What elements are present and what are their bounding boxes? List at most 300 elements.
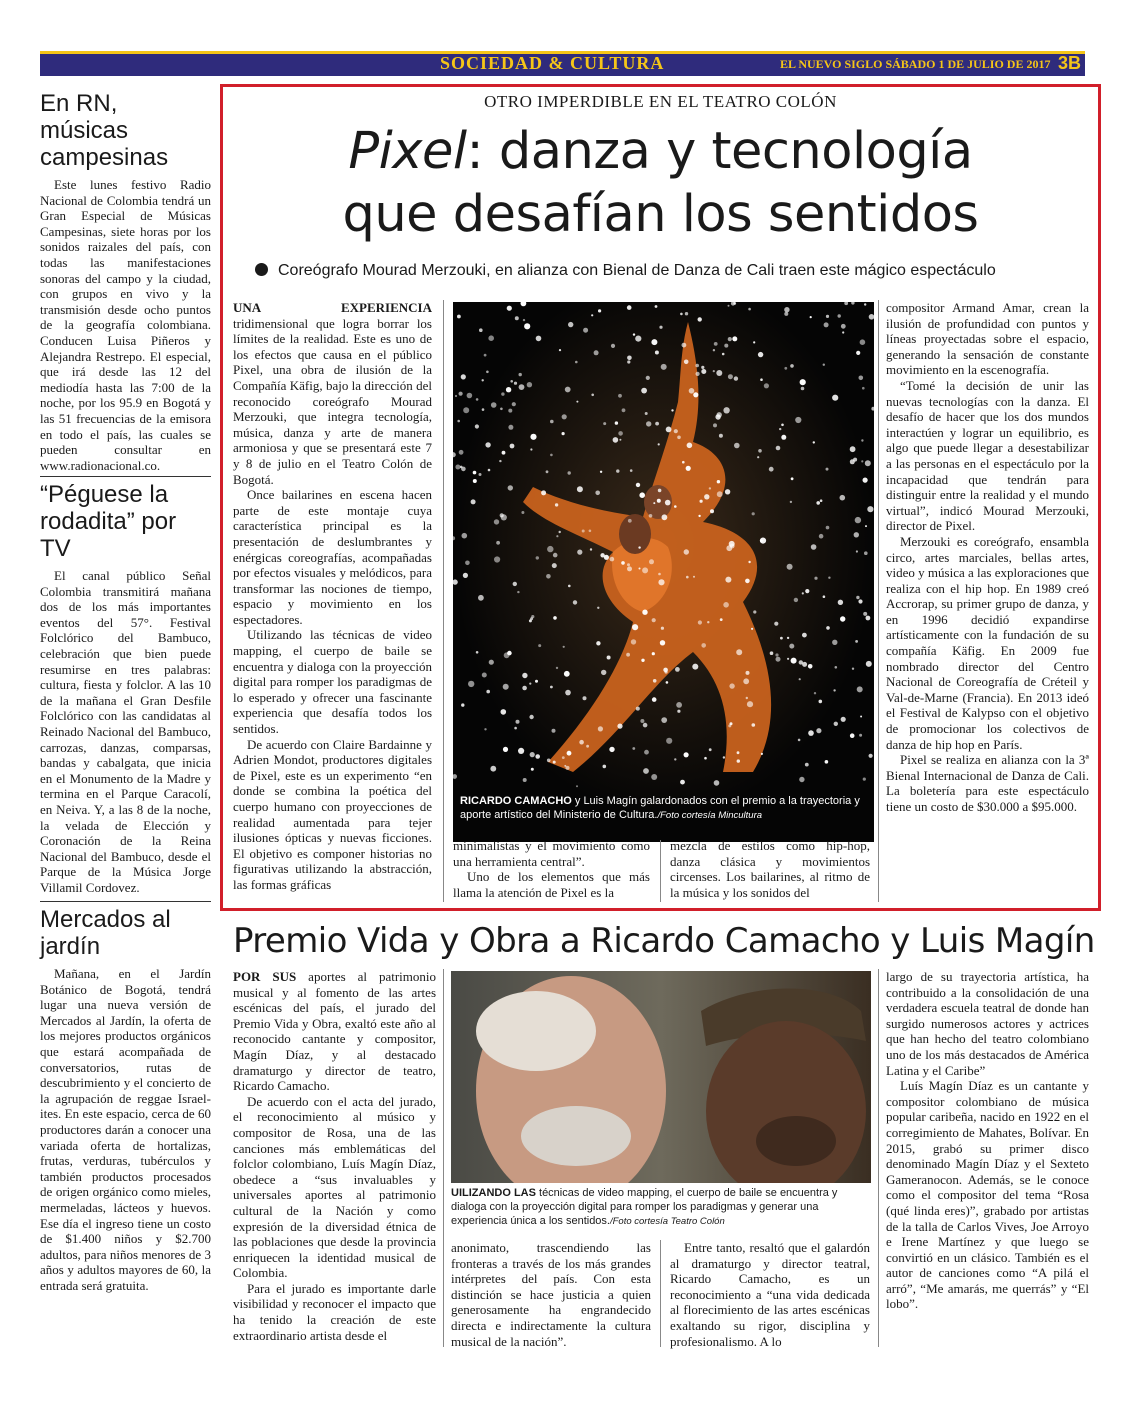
light-dot — [746, 671, 750, 675]
light-dot — [675, 667, 680, 672]
light-dot — [787, 658, 789, 660]
light-dot — [674, 505, 677, 508]
feature-column-2 — [453, 838, 650, 900]
light-dot — [565, 690, 571, 696]
portraits-image — [451, 971, 871, 1183]
light-dot — [842, 331, 844, 333]
light-dot — [820, 499, 823, 502]
light-dot — [665, 670, 668, 673]
light-dot — [748, 308, 751, 311]
light-dot — [627, 563, 630, 566]
light-dot — [723, 756, 725, 758]
light-dot — [687, 443, 693, 449]
lead-text: tridimensional que logra borrar los límites de la realidad. Este es uno de los efectos que causa en el público Pixel, una obra de ilusión de la Compañía Käfig, bajo la dirección del reconocido coreógrafo Mourad Merzouki, que integra tecnología, música, danza y arte de manera armoniosa y que se presentará este 7 y 8 de julio en el Teatro Colón de Bogotá. — [233, 315, 432, 487]
light-dot — [524, 323, 530, 329]
light-dot — [550, 454, 553, 457]
column-rule — [660, 1240, 661, 1347]
light-dot — [538, 644, 541, 647]
light-dot — [698, 620, 702, 624]
paragraph: De acuerdo con Claire Bardainne y Adrien Mondot, productores digitales de Pixel, este es un experimento “en donde se combina la poética del cuerpo humano con proyecciones de realidad aumentada para tejer ilusiones ópticas y nuevas ficciones. El objetivo es componer historias no figurativas utilizando la abstracción, las formas gráficas — [233, 736, 432, 892]
light-dot — [855, 517, 861, 523]
light-dot — [598, 726, 603, 731]
light-dot — [795, 417, 801, 423]
light-dot — [546, 574, 551, 579]
light-dot — [787, 564, 793, 570]
light-dot — [643, 723, 648, 728]
light-dot — [677, 710, 680, 713]
light-dot — [660, 640, 665, 645]
light-dot — [704, 757, 707, 760]
light-dot — [604, 555, 609, 560]
light-dot — [595, 491, 600, 496]
light-dot — [764, 383, 769, 388]
light-dot — [850, 459, 855, 464]
light-dot — [781, 435, 786, 440]
light-dot — [567, 751, 572, 756]
dance-photo — [453, 302, 874, 842]
light-dot — [655, 305, 658, 308]
light-dot — [649, 514, 653, 518]
light-dot — [724, 344, 728, 348]
light-dot — [856, 596, 859, 599]
light-dot — [514, 727, 517, 730]
edition-date: EL NUEVO SIGLO SÁBADO 1 DE JULIO DE 2017 — [780, 57, 1051, 71]
light-dot — [808, 664, 813, 669]
paragraph: “Tomé la decisión de unir las nuevas tecnologías con la danza. El desafío de hacer que los dos mundos interactúen y lograr un equilibrio, es algo que puede llegar a desestabilizar a las personas en el espectáculo por la incapacidad que tendrán para distinguir entre la realidad y el mundo virtual”, indicó Mourad Merzouki, director de Pixel. — [886, 377, 1089, 534]
feature-column-3 — [670, 838, 870, 900]
light-dot — [769, 467, 774, 472]
light-dot — [516, 720, 520, 724]
light-dot — [832, 640, 837, 645]
light-dot — [713, 349, 715, 351]
light-dot — [791, 658, 797, 664]
light-dot — [619, 439, 621, 441]
light-dot — [653, 679, 657, 683]
light-dot — [751, 628, 753, 630]
light-dot — [752, 512, 755, 515]
light-dot — [546, 470, 549, 473]
light-dot — [607, 656, 611, 660]
light-dot — [661, 364, 667, 370]
light-dot — [659, 326, 662, 329]
light-dot — [800, 379, 806, 385]
light-dot — [666, 738, 672, 744]
light-dot — [693, 392, 698, 397]
light-dot — [564, 671, 570, 677]
paragraph: anonimato, trascendiendo las fronteras a través de los más grandes intérpretes del país. Con esta distinción se hace justicia a quien generosamente ha engrandecido directa e indirectamente la cultura musical de la nación”. — [451, 1240, 651, 1349]
light-dot — [568, 322, 573, 327]
light-dot — [568, 585, 571, 588]
light-dot — [552, 563, 557, 568]
light-dot — [717, 480, 720, 483]
paragraph: Entre tanto, resaltó que el galardón al dramaturgo y director teatral, Ricardo Camacho, es un reconocimiento a “una vida dedicada al florecimiento de las artes escénicas exaltando su rigor, disciplina y profesionalismo. A lo — [670, 1240, 870, 1349]
light-dot — [863, 478, 868, 483]
light-dot — [717, 412, 722, 417]
light-dot — [838, 314, 841, 317]
light-dot — [779, 428, 781, 430]
brief-body: El canal público Señal Colombia transmitirá mañana dos de los más importantes eventos del 57°. Festival Folclórico del Bambuco, celebración que bien puede resumirse en tres palabras: cultura, fiesta y folclor. A las 10 de la mañana el Gran Desfile Folclórico con las candidatas al Reinado Nacional del Bambuco, carrozas, danzas, comparsas, bandas y cabalgata, que inicia en el Monumento de la Madre y termina en el Parque Caracolí, en Neiva. Y, a las 8 de la noche, la velada de Elección y Coronación de la Reina Nacional del Bambuco, desde el Parque de la Música Jorge Villamil Cordovez. — [40, 568, 211, 895]
light-dot — [530, 752, 535, 757]
brief-body: Mañana, en el Jardín Botánico de Bogotá, tendrá lugar una nueva versión de Mercados al Jardín, la oferta de los mejores productos orgánicos que estará acompañada de conversatorios, rutas de descubrimiento y el concierto de la agrupación de reggae Israel-ites. En este espacio, cerca de 60 productores darán a conocer una variada oferta de hortalizas, frutas, verduras, tubérculos y también productos procesados de origen orgánico como mieles, mermeladas, lácteos y huevos. Ese día el ingreso tiene un costo de $1.400 niños y $2.700 adultos, para niños menores de 3 años y adultos mayores de 60, la entrada será gratuita. — [40, 966, 211, 1293]
light-dot — [864, 551, 868, 555]
light-dot — [488, 469, 491, 472]
light-dot — [641, 388, 647, 394]
light-dot — [613, 437, 619, 443]
light-dot — [609, 747, 614, 752]
light-dot — [553, 616, 557, 620]
light-dot — [784, 307, 789, 312]
light-dot — [552, 729, 556, 733]
light-dot — [720, 618, 723, 621]
paragraph: Luís Magín Díaz es un cantante y compositor colombiano de música popular caribeña, nacido en 1922 en el corregimiento de Mahates, Bolívar. En 2015, grabó su primer disco denominado Magín Díaz y el Sexteto Gameranocon. Además, se le conoce como el compositor del tema “Rosa (qué linda eres)”, grabado por artistas de la talla de Carlos Vives, Joe Arroyo e Irene Martínez y que luego se convirtió en un clásico. También es el autor de canciones como “A pilá el arró”, “Me amarás, me querrás” y “El lobo”. — [886, 1078, 1089, 1312]
light-dot — [649, 559, 654, 564]
light-dot — [644, 750, 649, 755]
light-dot — [515, 316, 519, 320]
light-dot — [621, 561, 625, 565]
light-dot — [583, 696, 587, 700]
light-dot — [582, 530, 585, 533]
paragraph — [233, 969, 436, 1094]
light-dot — [500, 408, 503, 411]
light-dot — [789, 644, 794, 649]
light-dot — [506, 387, 511, 392]
light-dot — [529, 683, 531, 685]
light-dot — [465, 561, 470, 566]
light-dot — [553, 553, 558, 558]
light-dot — [814, 577, 817, 580]
light-dot — [500, 513, 504, 517]
light-dot — [686, 576, 689, 579]
light-dot — [658, 573, 661, 576]
light-dot — [627, 305, 632, 310]
paragraph: Para el jurado es importante darle visibilidad y reconocer el impacto que ha tenido la creación de este extraordinario artista desde el — [233, 1280, 436, 1343]
light-dot — [459, 392, 463, 396]
photo-caption — [451, 1186, 871, 1229]
light-dot — [530, 448, 532, 450]
light-dot — [716, 370, 722, 376]
light-dot — [508, 485, 513, 490]
light-dot — [507, 651, 512, 656]
light-dot — [680, 313, 683, 316]
light-dot — [652, 697, 657, 702]
light-dot — [725, 489, 730, 494]
light-dot — [677, 436, 681, 440]
light-dot — [589, 530, 592, 533]
light-dot — [457, 420, 460, 423]
light-dot — [859, 734, 862, 737]
light-dot — [643, 768, 649, 774]
light-dot — [858, 599, 862, 603]
light-dot — [671, 409, 673, 411]
light-dot — [729, 683, 734, 688]
page-number: 3B — [1058, 53, 1082, 73]
light-dot — [709, 748, 712, 751]
light-dot — [684, 360, 689, 365]
light-dot — [496, 541, 500, 545]
light-dot — [494, 519, 499, 524]
light-dot — [508, 425, 513, 430]
light-dot — [473, 471, 477, 475]
light-dot — [653, 502, 655, 504]
light-dot — [482, 408, 485, 411]
light-dot — [566, 766, 570, 770]
brief-title: “Péguese la rodadita” por TV — [40, 481, 177, 562]
light-dot — [652, 652, 655, 655]
light-dot — [798, 739, 801, 742]
light-dot — [499, 460, 501, 462]
light-dot — [541, 490, 546, 495]
light-dot — [530, 617, 533, 620]
light-dot — [486, 690, 490, 694]
portraits-photo — [451, 971, 871, 1183]
light-dot — [476, 651, 479, 654]
light-dot — [814, 692, 816, 694]
light-dot — [645, 412, 648, 415]
light-dot — [519, 384, 525, 390]
brief-title: Mercados al jardín — [40, 906, 171, 960]
light-dot — [655, 422, 659, 426]
light-dot — [841, 324, 846, 329]
light-dot — [723, 407, 729, 413]
light-dot — [459, 450, 464, 455]
light-dot — [758, 352, 763, 357]
light-dot — [728, 374, 733, 379]
light-dot — [628, 519, 632, 523]
column-rule — [878, 300, 879, 902]
light-dot — [513, 582, 517, 586]
light-dot — [861, 460, 863, 462]
light-dot — [661, 627, 664, 630]
light-dot — [728, 337, 732, 341]
light-dot — [507, 306, 512, 311]
light-dot — [597, 607, 599, 609]
light-dot — [468, 681, 474, 687]
light-dot — [852, 668, 854, 670]
light-dot — [808, 730, 814, 736]
light-dot — [632, 624, 638, 630]
light-dot — [611, 344, 615, 348]
photo-caption — [460, 794, 870, 823]
light-dot — [823, 595, 826, 598]
light-dot — [575, 361, 578, 364]
light-dot — [652, 618, 656, 622]
light-dot — [576, 401, 578, 403]
light-dot — [562, 432, 565, 435]
light-dot — [632, 747, 635, 750]
light-dot — [630, 469, 633, 472]
light-dot — [780, 637, 783, 640]
paragraph: De acuerdo con el acta del jurado, el reconocimiento al músico y compositor de Rosa, una de las canciones más emblemáticas del folclor colombiano, Luís Magín Díaz, obedece a “sus invaluables y universales aportes al patrimonio cultural de la Nación y como expresión de la diversidad étnica de las poblaciones que desde la provincia enriquecen la identidad musical de Colombia. — [233, 1093, 436, 1281]
light-dot — [728, 305, 730, 307]
light-dot — [862, 387, 865, 390]
light-dot — [484, 728, 486, 730]
light-dot — [642, 610, 647, 615]
light-dot — [857, 686, 863, 692]
light-dot — [813, 441, 815, 443]
paragraph: minimalistas y el movimiento como una herramienta central”. — [453, 838, 650, 869]
light-dot — [640, 719, 644, 723]
light-dot — [503, 684, 509, 690]
light-dot — [591, 394, 594, 397]
light-dot — [794, 598, 798, 602]
headline-part: que desafían los sentidos — [342, 185, 979, 244]
story-headline — [222, 120, 1099, 246]
light-dot — [840, 495, 846, 501]
light-dot — [463, 407, 469, 413]
light-dot — [491, 402, 497, 408]
feature-column-4 — [886, 300, 1089, 815]
story2-column-1 — [233, 969, 436, 1343]
light-dot — [455, 465, 460, 470]
light-dot — [730, 544, 735, 549]
light-dot — [819, 534, 824, 539]
light-dot — [833, 689, 835, 691]
light-dot — [680, 780, 685, 785]
light-dot — [662, 514, 668, 520]
light-dot — [802, 592, 804, 594]
projected-lights-image — [453, 302, 874, 842]
light-dot — [651, 774, 657, 780]
light-dot — [787, 637, 789, 639]
light-dot — [811, 544, 817, 550]
light-dot — [840, 616, 845, 621]
lead-in: UNA EXPERIENCIA — [233, 300, 432, 315]
column-rule — [443, 300, 444, 902]
light-dot — [523, 778, 527, 782]
paragraph: compositor Armand Amar, crean la ilusión de profundidad con puntos y líneas proyectadas sobre el espacio, generando la sensación de constante movimiento en la escenografía. — [886, 300, 1089, 378]
light-dot — [826, 468, 829, 471]
light-dot — [838, 600, 843, 605]
light-dot — [550, 686, 553, 689]
light-dot — [861, 439, 863, 441]
light-dot — [536, 336, 542, 342]
light-dot — [646, 421, 651, 426]
column-rule — [878, 969, 879, 1347]
light-dot — [636, 483, 640, 487]
light-dot — [825, 760, 829, 764]
light-dot — [805, 763, 809, 767]
light-dot — [775, 653, 778, 656]
light-dot — [488, 335, 494, 341]
divider — [40, 476, 211, 477]
light-dot — [562, 756, 565, 759]
sidebar-brief-1 — [40, 90, 211, 473]
light-dot — [805, 589, 809, 593]
light-dot — [590, 548, 592, 550]
caption-lead: RICARDO CAMACHO — [460, 795, 572, 807]
light-dot — [463, 573, 468, 578]
light-dot — [486, 371, 489, 374]
light-dot — [631, 639, 636, 644]
light-dot — [747, 701, 753, 707]
feature-column-1 — [233, 300, 432, 893]
light-dot — [514, 382, 517, 385]
light-dot — [457, 315, 461, 319]
story-kicker: OTRO IMPERDIBLE EN EL TEATRO COLÓN — [484, 92, 837, 111]
light-dot — [573, 600, 577, 604]
light-dot — [627, 360, 630, 363]
light-dot — [701, 369, 706, 374]
light-dot — [510, 444, 515, 449]
light-dot — [713, 423, 717, 427]
light-dot — [512, 402, 516, 406]
light-dot — [586, 745, 589, 748]
light-dot — [482, 673, 487, 678]
light-dot — [639, 568, 641, 570]
light-dot — [519, 373, 522, 376]
light-dot — [753, 341, 755, 343]
sidebar-brief-3 — [40, 906, 211, 1293]
light-dot — [641, 659, 644, 662]
paragraph: largo de su trayectoria artística, ha contribuido a la consolidación de una verdadera escuela teatral de donde han surgido numerosos actores y actrices que han hecho del teatro colombiano uno de los más destacados de América Latina y el Caribe” — [886, 969, 1089, 1078]
column-rule — [660, 840, 661, 902]
light-dot — [823, 364, 825, 366]
light-dot — [717, 491, 723, 497]
light-dot — [710, 509, 714, 513]
light-dot — [728, 724, 731, 727]
light-dot — [658, 443, 660, 445]
light-dot — [501, 392, 504, 395]
light-dot — [722, 353, 725, 356]
light-dot — [642, 567, 648, 573]
light-dot — [674, 758, 676, 760]
light-dot — [479, 473, 482, 476]
light-dot — [802, 633, 807, 638]
light-dot — [636, 707, 640, 711]
light-dot — [657, 499, 661, 503]
light-dot — [737, 759, 740, 762]
light-dot — [618, 431, 623, 436]
light-dot — [757, 456, 759, 458]
light-dot — [714, 342, 718, 346]
light-dot — [784, 312, 788, 316]
light-dot — [627, 566, 632, 571]
light-dot — [850, 446, 856, 452]
light-dot — [799, 678, 801, 680]
light-dot — [529, 715, 533, 719]
story2-column-4 — [886, 969, 1089, 1312]
light-dot — [568, 471, 571, 474]
light-dot — [682, 461, 685, 464]
light-dot — [834, 722, 838, 726]
light-dot — [701, 366, 704, 369]
light-dot — [684, 549, 689, 554]
section-title: SOCIEDAD & CULTURA — [440, 53, 665, 73]
light-dot — [618, 394, 622, 398]
light-dot — [479, 328, 483, 332]
light-dot — [776, 657, 781, 662]
light-dot — [510, 380, 513, 383]
light-dot — [695, 364, 699, 368]
light-dot — [753, 610, 756, 613]
light-dot — [758, 449, 762, 453]
light-dot — [523, 319, 525, 321]
light-dot — [646, 376, 650, 380]
light-dot — [736, 649, 742, 655]
light-dot — [732, 336, 737, 341]
story2-column-3 — [670, 1240, 870, 1349]
light-dot — [482, 379, 484, 381]
light-dot — [478, 595, 484, 601]
light-dot — [622, 408, 626, 412]
light-dot — [860, 716, 862, 718]
light-dot — [760, 538, 766, 544]
light-dot — [676, 702, 682, 708]
light-dot — [517, 591, 519, 593]
light-dot — [639, 492, 645, 498]
light-dot — [743, 678, 749, 684]
light-dot — [638, 546, 640, 548]
